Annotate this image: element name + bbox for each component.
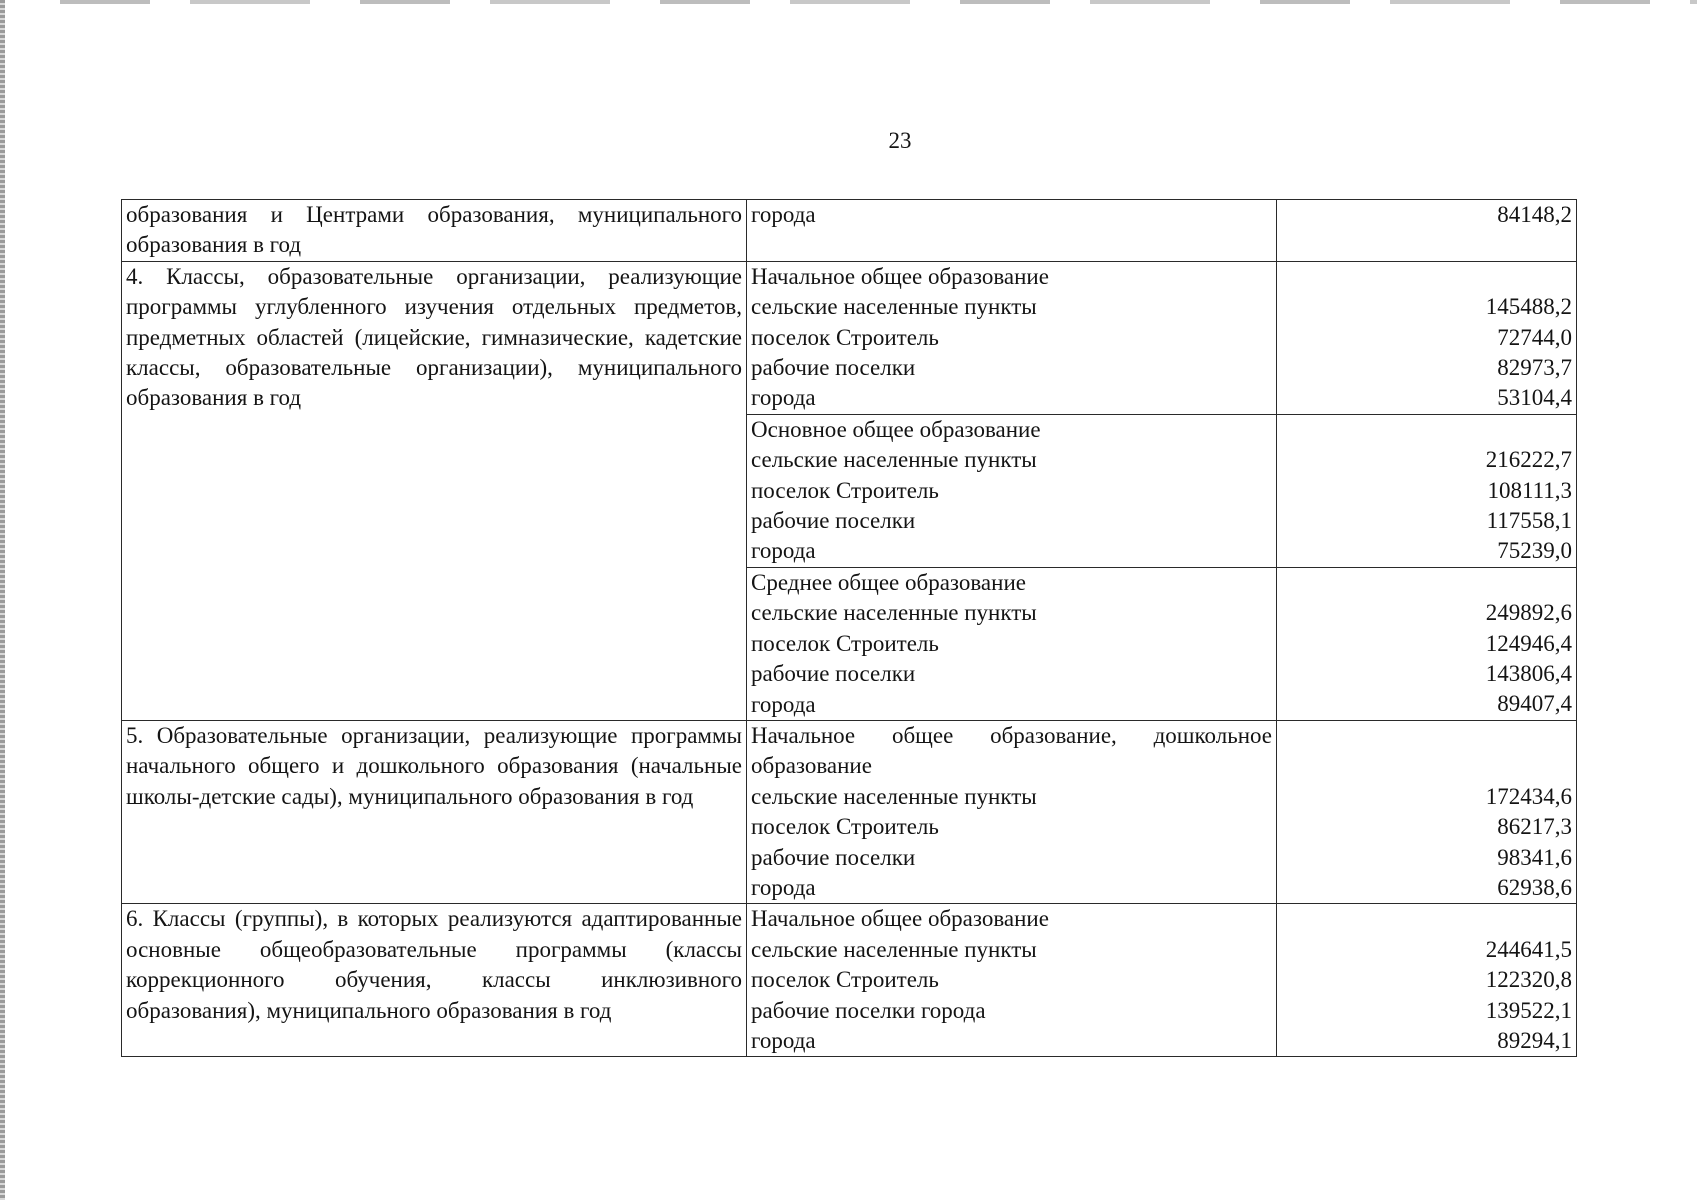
row-description: 6. Классы (группы), в которых реализуются адаптированные основные общеобразовательные программы (классы коррекционного обучения, классы инклюзивного образования), муниципального образования в год [122, 904, 747, 1057]
value-spacer [1281, 568, 1572, 598]
settlement-label: сельские населенные пункты [751, 936, 1037, 962]
normative-values [1277, 720, 1577, 903]
settlement-label: рабочие поселки [751, 844, 916, 870]
settlement-label: рабочие поселки [751, 661, 916, 687]
settlement-label: города [751, 202, 816, 227]
normative-value: 62938,6 [1497, 874, 1572, 900]
normative-value: 124946,4 [1485, 630, 1572, 656]
normative-value: 108111,3 [1487, 477, 1572, 503]
normatives-table [121, 199, 1577, 1057]
normative-value: 172434,6 [1485, 783, 1572, 809]
normative-value: 143806,4 [1485, 661, 1572, 687]
settlement-label: поселок Строитель [751, 630, 939, 656]
scan-edge-left [0, 0, 5, 1200]
value-spacer [1281, 415, 1572, 445]
normative-value: 89294,1 [1497, 1027, 1572, 1053]
settlement-label: сельские населенные пункты [751, 447, 1037, 473]
settlement-label: поселок Строитель [751, 814, 939, 840]
settlement-labels [747, 567, 1277, 720]
settlement-labels [747, 720, 1277, 903]
normative-values [1277, 904, 1577, 1057]
value-spacer [1281, 262, 1572, 292]
scan-edge-top [60, 0, 1697, 4]
settlement-label: сельские населенные пункты [751, 783, 1037, 809]
settlement-labels [747, 904, 1277, 1057]
education-level-header: Основное общее образование [751, 416, 1041, 442]
settlement-labels [747, 414, 1277, 567]
normative-value: 98341,6 [1497, 844, 1572, 870]
normative-value: 72744,0 [1497, 324, 1572, 350]
settlement-label: города [751, 538, 816, 564]
normative-values [1277, 261, 1577, 414]
normative-value: 53104,4 [1497, 385, 1572, 411]
normative-value: 75239,0 [1497, 538, 1572, 564]
settlement-label: поселок Строитель [751, 477, 939, 503]
settlement-label: рабочие поселки [751, 355, 916, 381]
settlement-label: города [751, 874, 816, 900]
value-spacer [1281, 721, 1572, 751]
table-row [122, 720, 1577, 903]
page-number: 23 [888, 128, 912, 153]
education-level-header: Начальное общее образование, дошкольное образование [751, 722, 1272, 779]
normative-value: 244641,5 [1485, 936, 1572, 962]
table-row [122, 200, 1577, 262]
settlement-label: города [751, 691, 816, 717]
normative-values [1277, 200, 1577, 262]
normative-value: 117558,1 [1486, 508, 1572, 534]
normative-value: 89407,4 [1497, 691, 1572, 717]
normative-value: 216222,7 [1485, 447, 1572, 473]
settlement-label: сельские населенные пункты [751, 294, 1037, 320]
normative-value: 122320,8 [1485, 967, 1572, 993]
education-level-header: Начальное общее образование [751, 906, 1049, 932]
education-level-header: Начальное общее образование [751, 263, 1049, 289]
row-description: образования и Центрами образования, муниципального образования в год [122, 200, 747, 262]
settlement-label: рабочие поселки [751, 508, 916, 534]
education-level-header: Среднее общее образование [751, 569, 1026, 595]
normative-values [1277, 414, 1577, 567]
settlement-labels [747, 261, 1277, 414]
settlement-label: поселок Строитель [751, 324, 939, 350]
normative-value: 139522,1 [1485, 997, 1572, 1023]
row-description: 5. Образовательные организации, реализующие программы начального общего и дошкольного образования (начальные школы-детские сады), муниципального образования в год [122, 720, 747, 903]
normative-value: 82973,7 [1497, 355, 1572, 381]
settlement-label: рабочие поселки города [751, 997, 986, 1023]
value-spacer [1281, 751, 1572, 781]
normative-values [1277, 567, 1577, 720]
normative-value: 86217,3 [1497, 814, 1572, 840]
normative-value: 249892,6 [1485, 600, 1572, 626]
row-description: 4. Классы, образовательные организации, реализующие программы углубленного изучения отдельных предметов, предметных областей (лицейские, гимназические, кадетские классы, образовательные организации), муниципального образования в год [122, 261, 747, 720]
settlement-label: города [751, 385, 816, 411]
table-row [122, 904, 1577, 1057]
table-row [122, 261, 1577, 414]
normative-value: 84148,2 [1497, 202, 1572, 227]
value-spacer [1281, 904, 1572, 934]
settlement-label: поселок Строитель [751, 967, 939, 993]
settlement-label: сельские населенные пункты [751, 600, 1037, 626]
normative-value: 145488,2 [1485, 294, 1572, 320]
settlement-labels [747, 200, 1277, 262]
settlement-label: города [751, 1027, 816, 1053]
